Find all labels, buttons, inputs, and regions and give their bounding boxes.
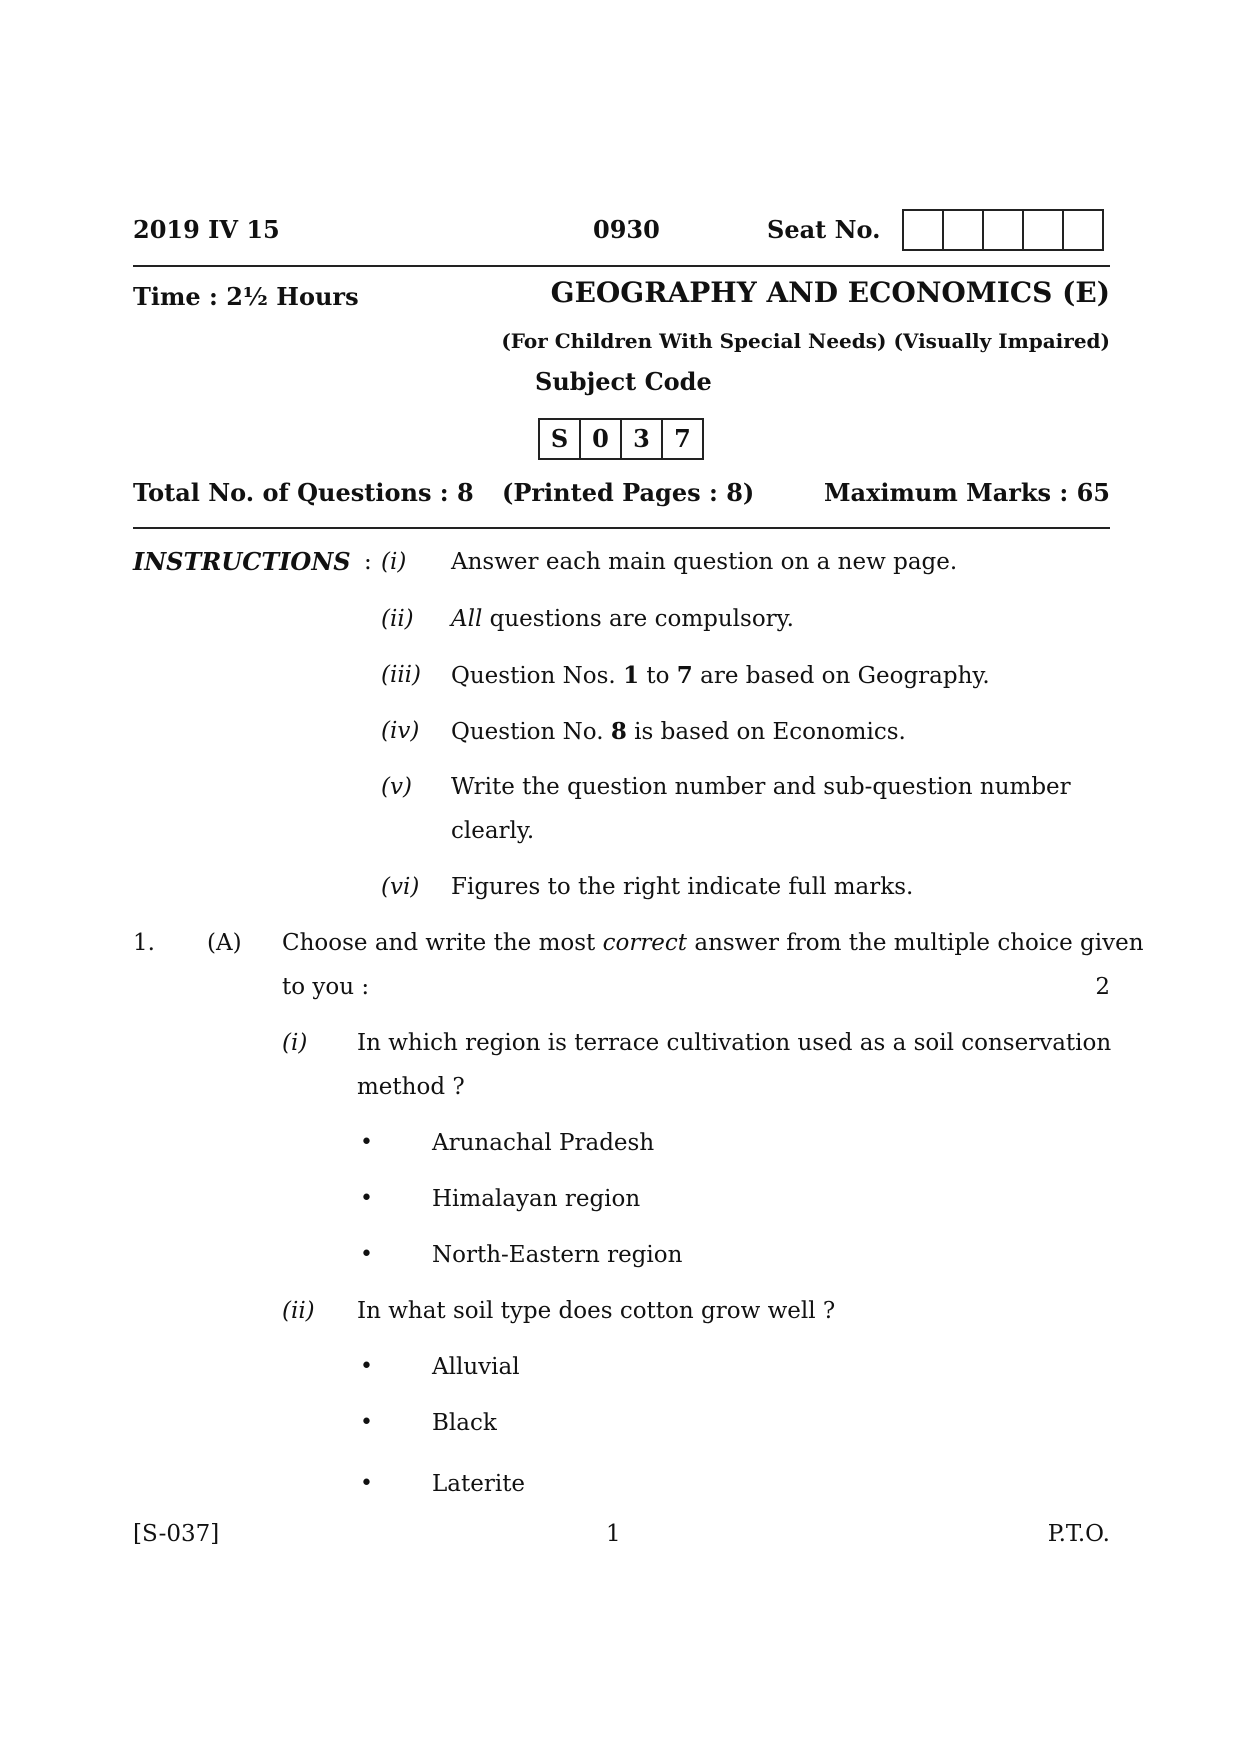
question-part: (A) bbox=[207, 930, 242, 956]
bullet-icon: • bbox=[360, 1186, 373, 1211]
bullet-icon: • bbox=[360, 1471, 373, 1496]
seat-box[interactable] bbox=[1064, 211, 1102, 249]
bullet-icon: • bbox=[360, 1242, 373, 1267]
instruction-text-part: are based on Geography. bbox=[692, 663, 990, 689]
seat-box[interactable] bbox=[984, 211, 1024, 249]
instruction-text-part: to bbox=[639, 663, 677, 689]
question-prompt bbox=[282, 930, 1144, 956]
paper-number: 0930 bbox=[593, 215, 660, 244]
instruction-text: Figures to the right indicate full marks. bbox=[451, 874, 914, 900]
please-turn-over: P.T.O. bbox=[1047, 1521, 1110, 1547]
subject-title: GEOGRAPHY AND ECONOMICS (E) bbox=[550, 276, 1110, 309]
instruction-text bbox=[451, 718, 906, 745]
subject-code-char: 7 bbox=[674, 424, 691, 453]
answer-option: North-Eastern region bbox=[432, 1242, 683, 1268]
question-prompt-continued: to you : bbox=[282, 974, 370, 1000]
instruction-number: (i) bbox=[381, 549, 407, 575]
answer-option: Alluvial bbox=[432, 1354, 520, 1380]
answer-option: Black bbox=[432, 1410, 497, 1436]
page-number: 1 bbox=[606, 1521, 621, 1547]
seat-box[interactable] bbox=[904, 211, 944, 249]
prompt-emphasis: correct bbox=[602, 930, 688, 956]
bullet-icon: • bbox=[360, 1130, 373, 1155]
bullet-icon: • bbox=[360, 1354, 373, 1379]
header-rule-bottom bbox=[133, 527, 1110, 529]
instruction-number: (ii) bbox=[381, 606, 414, 632]
maximum-marks: Maximum Marks : 65 bbox=[823, 478, 1110, 507]
header-rule-top bbox=[133, 265, 1110, 267]
time-allowed: Time : 2½ Hours bbox=[133, 282, 359, 311]
question-marks: 2 bbox=[1095, 974, 1110, 1000]
instruction-text: Write the question number and sub-question number bbox=[451, 774, 1071, 800]
seat-box[interactable] bbox=[944, 211, 984, 249]
prompt-text: answer from the multiple choice given bbox=[687, 930, 1144, 956]
instruction-number: (iv) bbox=[381, 718, 420, 744]
prompt-text: Choose and write the most bbox=[282, 930, 603, 956]
total-questions: Total No. of Questions : 8 bbox=[133, 478, 474, 507]
instruction-text-part: Question Nos. bbox=[451, 663, 624, 689]
answer-option: Laterite bbox=[432, 1471, 526, 1497]
subquestion-number: (ii) bbox=[282, 1298, 315, 1324]
subject-code-char: S bbox=[540, 420, 581, 458]
answer-option: Himalayan region bbox=[432, 1186, 641, 1212]
instruction-number: (iii) bbox=[381, 662, 422, 688]
instruction-text-continued: clearly. bbox=[451, 818, 535, 844]
exam-code: 2019 IV 15 bbox=[133, 215, 280, 244]
instruction-text-part: Question No. bbox=[451, 719, 611, 745]
special-needs-note: (For Children With Special Needs) (Visually Impaired) bbox=[501, 329, 1110, 353]
instruction-text: Answer each main question on a new page. bbox=[451, 549, 958, 575]
subquestion-text: In which region is terrace cultivation used as a soil conservation bbox=[357, 1030, 1112, 1056]
subject-code-boxes bbox=[538, 418, 704, 460]
seat-number-boxes[interactable] bbox=[902, 209, 1104, 251]
instruction-text bbox=[451, 606, 794, 632]
question-number-ref: 8 bbox=[610, 718, 627, 745]
subquestion-number: (i) bbox=[282, 1030, 308, 1056]
question-number-ref: 7 bbox=[676, 662, 693, 689]
subject-code-char: 0 bbox=[581, 420, 622, 458]
footer-paper-code: [S-037] bbox=[133, 1521, 220, 1547]
seat-label: Seat No. bbox=[767, 215, 881, 244]
instructions-colon: : bbox=[364, 549, 372, 575]
question-number: 1. bbox=[133, 930, 155, 956]
instructions-label: INSTRUCTIONS bbox=[133, 547, 351, 576]
question-number-ref: 1 bbox=[623, 662, 640, 689]
seat-box[interactable] bbox=[1024, 211, 1064, 249]
bullet-icon: • bbox=[360, 1410, 373, 1435]
subject-code-label: Subject Code bbox=[535, 367, 712, 396]
printed-pages: (Printed Pages : 8) bbox=[502, 478, 755, 507]
instruction-text-rest: questions are compulsory. bbox=[482, 606, 794, 632]
instruction-emphasis: All bbox=[451, 606, 483, 632]
subquestion-text: In what soil type does cotton grow well ? bbox=[357, 1298, 836, 1324]
instruction-text bbox=[451, 662, 990, 689]
subject-code-char: 3 bbox=[622, 420, 663, 458]
answer-option: Arunachal Pradesh bbox=[432, 1130, 655, 1156]
instruction-number: (vi) bbox=[381, 874, 420, 900]
subquestion-text-continued: method ? bbox=[357, 1074, 465, 1100]
instruction-number: (v) bbox=[381, 774, 412, 800]
instruction-text-part: is based on Economics. bbox=[626, 719, 906, 745]
